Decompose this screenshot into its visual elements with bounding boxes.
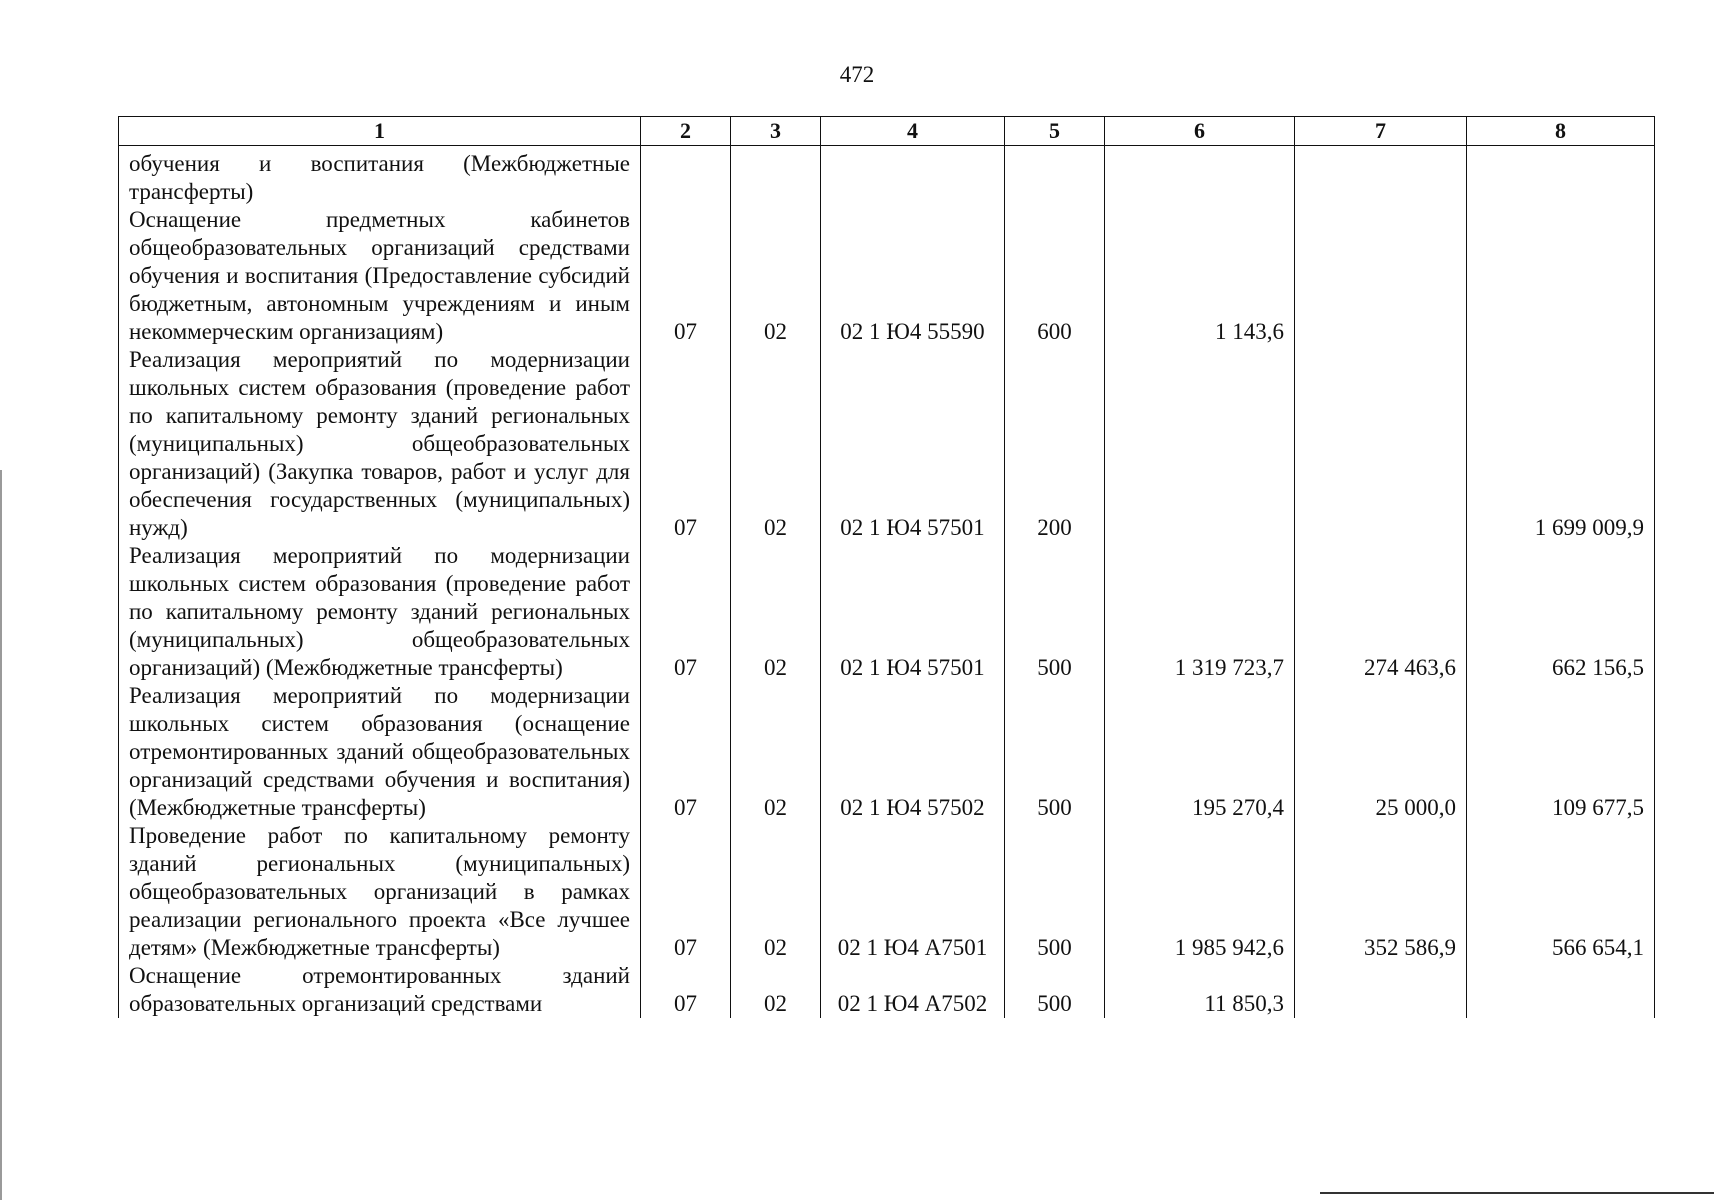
row-description: Оснащение предметных кабинетов общеобразовательных организаций средствами обучения и воспитания (Предоставление субсидий бюджетным, автономным учреждениям и иным некоммерческим организациям) [119,206,641,346]
row-target-article [821,146,1005,207]
row-amount-col8 [1467,962,1655,1018]
row-subsection: 02 [731,682,821,822]
row-expense-type: 500 [1005,822,1105,962]
page-number: 472 [839,62,875,87]
table-row [119,682,1655,822]
row-amount-col7: 352 586,9 [1295,822,1467,962]
row-subsection [731,146,821,207]
row-target-article: 02 1 Ю4 57502 [821,682,1005,822]
row-section: 07 [641,206,731,346]
row-description: Реализация мероприятий по модернизации школьных систем образования (оснащение отремонтированных зданий общеобразовательных организаций средствами обучения и воспитания) (Межбюджетные трансферты) [119,682,641,822]
table-row [119,962,1655,1018]
row-amount-col7 [1295,146,1467,207]
row-amount-col8 [1467,146,1655,207]
table-header-row [119,117,1655,146]
row-amount-col8: 1 699 009,9 [1467,346,1655,542]
row-amount-col7 [1295,962,1467,1018]
row-subsection: 02 [731,346,821,542]
row-amount-col6: 1 985 942,6 [1105,822,1295,962]
table-row [119,542,1655,682]
row-expense-type: 500 [1005,542,1105,682]
budget-table [118,116,1655,1018]
row-section: 07 [641,822,731,962]
row-section: 07 [641,962,731,1018]
row-subsection: 02 [731,822,821,962]
scan-left-edge-line [0,470,2,1200]
column-header-4: 4 [821,117,1005,146]
row-expense-type: 600 [1005,206,1105,346]
row-amount-col6 [1105,346,1295,542]
row-section: 07 [641,542,731,682]
row-expense-type [1005,146,1105,207]
row-amount-col7: 274 463,6 [1295,542,1467,682]
row-section: 07 [641,682,731,822]
row-target-article: 02 1 Ю4 А7501 [821,822,1005,962]
table-row [119,146,1655,207]
row-expense-type: 500 [1005,962,1105,1018]
column-header-8: 8 [1467,117,1655,146]
row-amount-col8 [1467,206,1655,346]
row-subsection: 02 [731,206,821,346]
row-amount-col8: 566 654,1 [1467,822,1655,962]
row-amount-col7: 25 000,0 [1295,682,1467,822]
row-target-article: 02 1 Ю4 57501 [821,542,1005,682]
scan-bottom-line [1320,1192,1714,1194]
column-header-1: 1 [119,117,641,146]
row-description: обучения и воспитания (Межбюджетные трансферты) [119,146,641,207]
row-amount-col6: 11 850,3 [1105,962,1295,1018]
row-section: 07 [641,346,731,542]
row-amount-col7 [1295,346,1467,542]
table-row [119,346,1655,542]
row-amount-col7 [1295,206,1467,346]
row-amount-col6: 195 270,4 [1105,682,1295,822]
row-description: Реализация мероприятий по модернизации школьных систем образования (проведение работ по капитальному ремонту зданий региональных (муниципальных) общеобразовательных организаций) (Закупка товаров, работ и услуг для обеспечения государственных (муниципальных) нужд) [119,346,641,542]
row-expense-type: 500 [1005,682,1105,822]
table-row [119,822,1655,962]
row-subsection: 02 [731,542,821,682]
column-header-5: 5 [1005,117,1105,146]
row-target-article: 02 1 Ю4 57501 [821,346,1005,542]
row-amount-col8: 662 156,5 [1467,542,1655,682]
row-amount-col6: 1 143,6 [1105,206,1295,346]
row-target-article: 02 1 Ю4 55590 [821,206,1005,346]
row-description: Реализация мероприятий по модернизации школьных систем образования (проведение работ по капитальному ремонту зданий региональных (муниципальных) общеобразовательных организаций) (Межбюджетные трансферты) [119,542,641,682]
row-description: Проведение работ по капитальному ремонту зданий региональных (муниципальных) общеобразовательных организаций в рамках реализации регионального проекта «Все лучшее детям» (Межбюджетные трансферты) [119,822,641,962]
row-subsection: 02 [731,962,821,1018]
table-row [119,206,1655,346]
row-section [641,146,731,207]
budget-table-container [118,116,1654,1018]
row-description: Оснащение отремонтированных зданий образовательных организаций средствами [119,962,641,1018]
row-target-article: 02 1 Ю4 А7502 [821,962,1005,1018]
column-header-7: 7 [1295,117,1467,146]
column-header-3: 3 [731,117,821,146]
column-header-6: 6 [1105,117,1295,146]
row-amount-col8: 109 677,5 [1467,682,1655,822]
row-amount-col6 [1105,146,1295,207]
row-expense-type: 200 [1005,346,1105,542]
column-header-2: 2 [641,117,731,146]
row-amount-col6: 1 319 723,7 [1105,542,1295,682]
